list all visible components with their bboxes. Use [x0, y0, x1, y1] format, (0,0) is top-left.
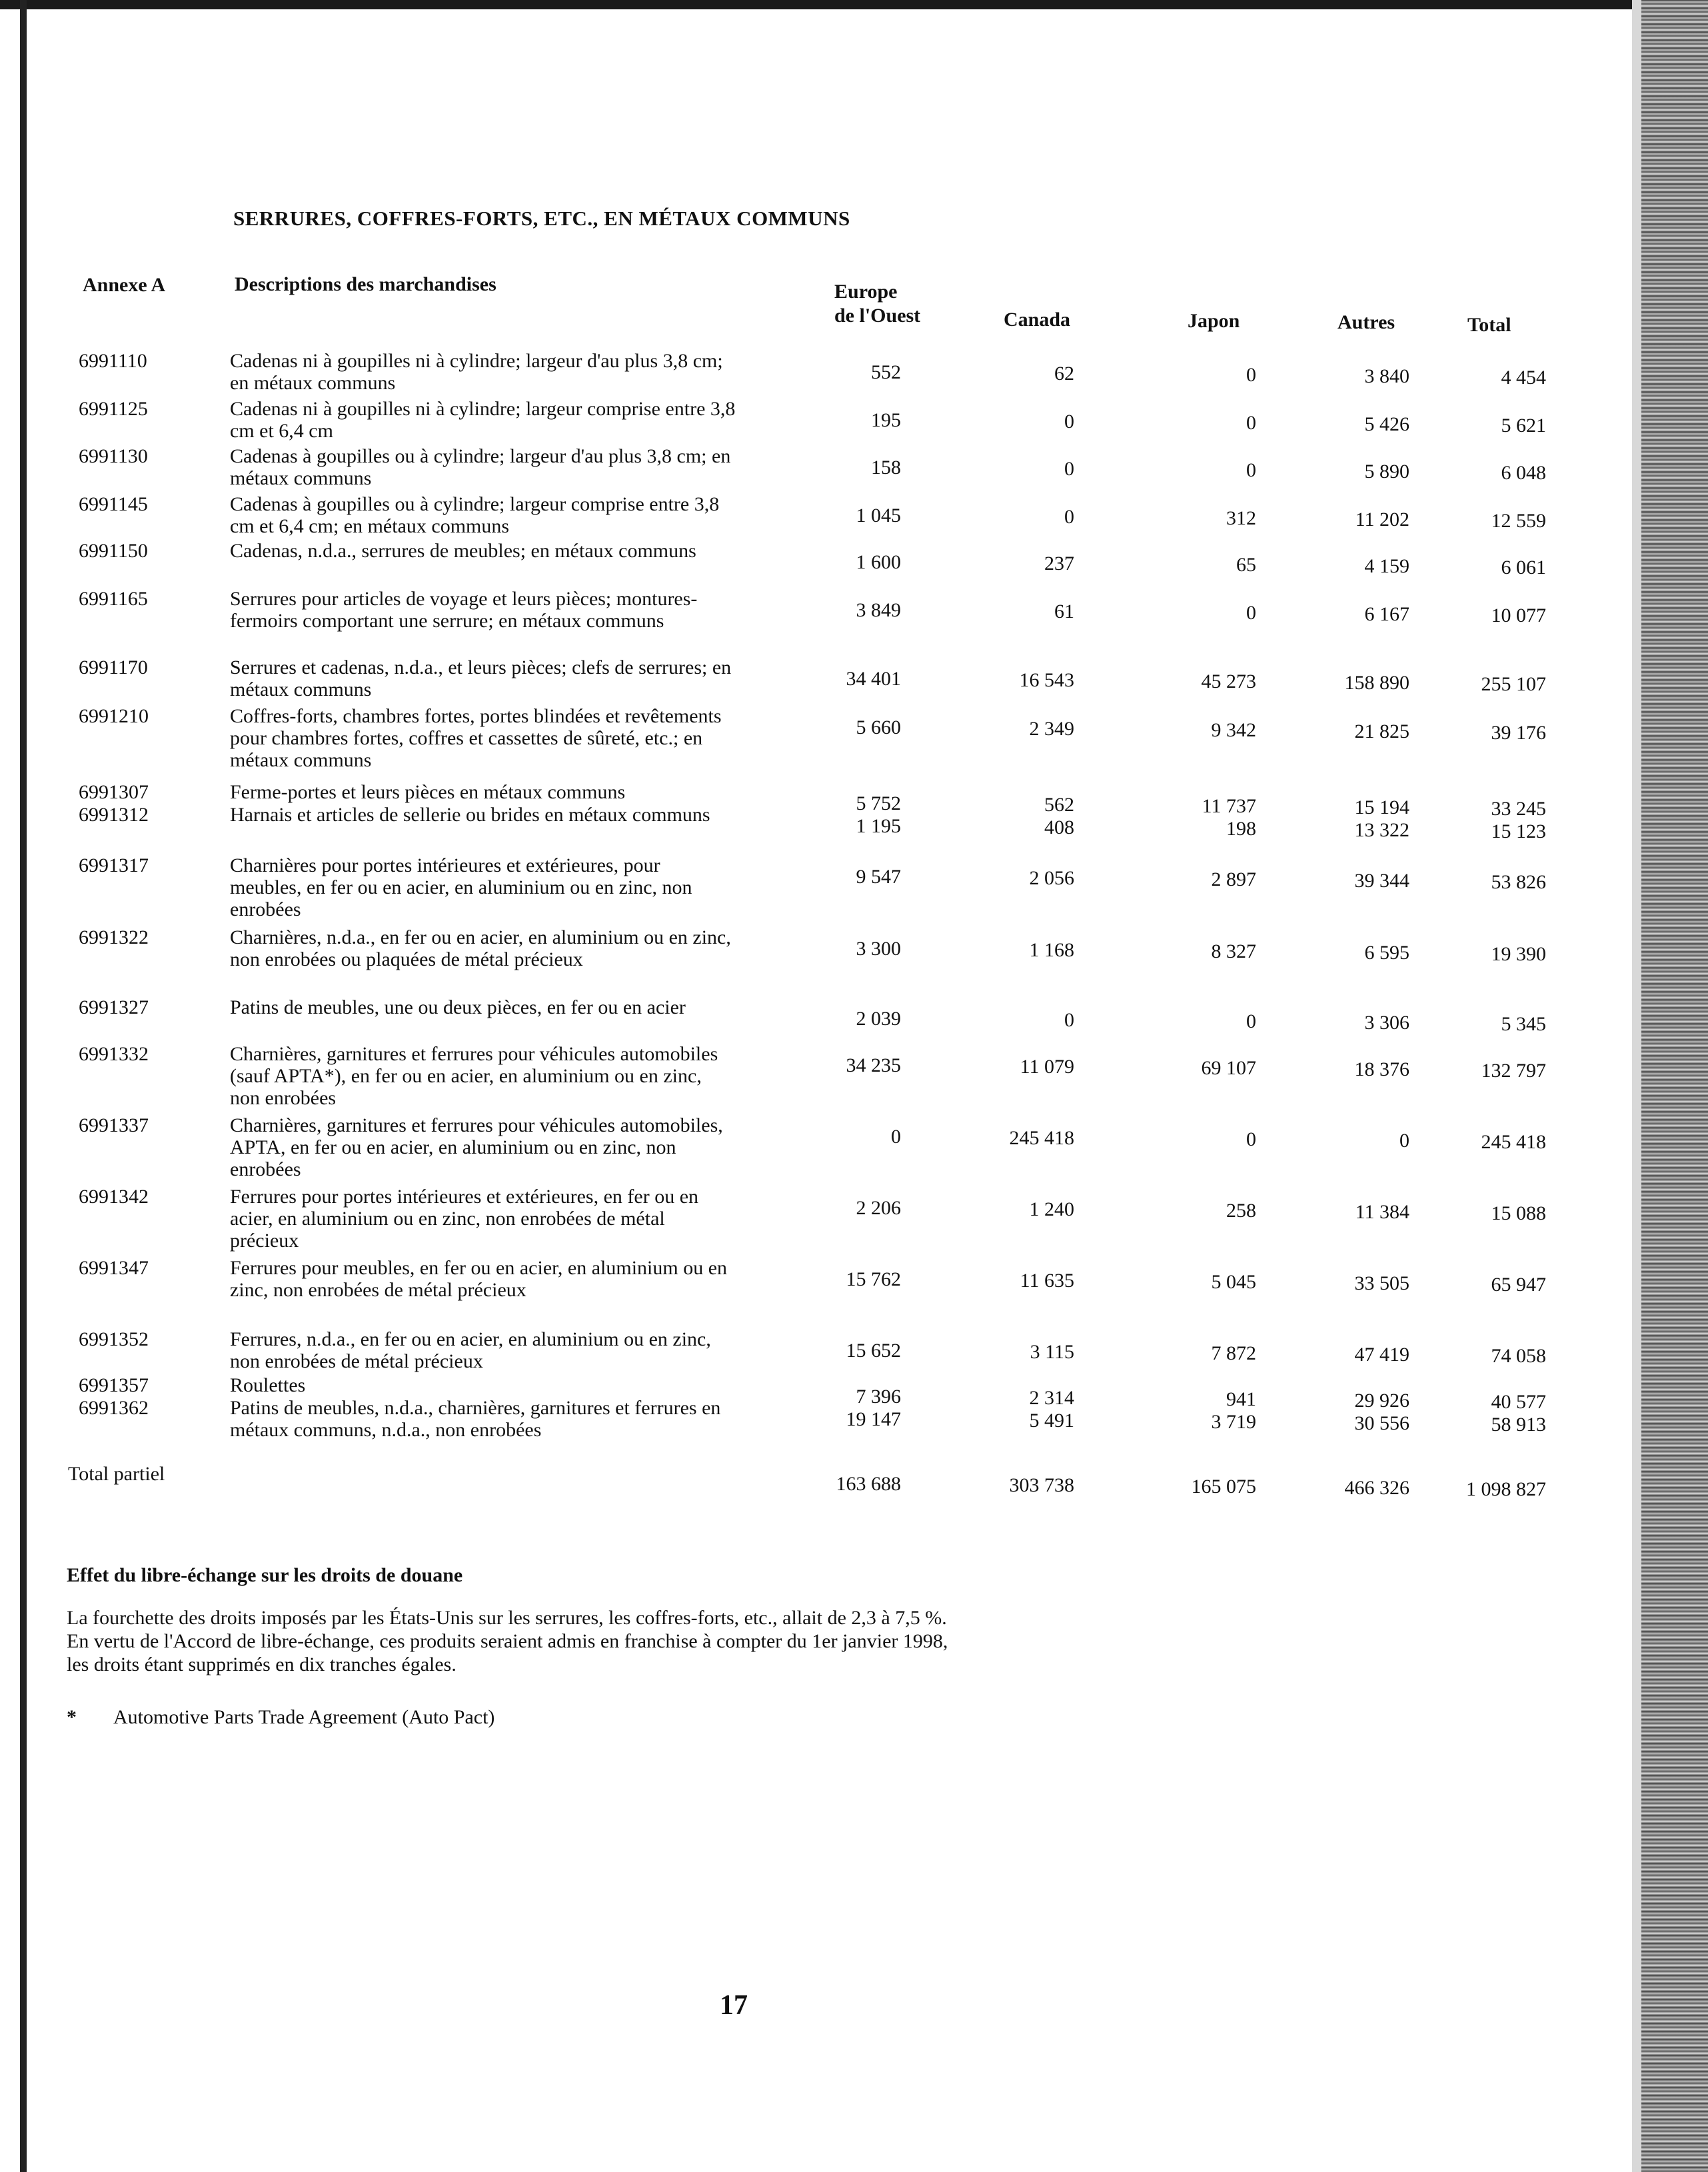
row-value-autres: 18 376 [1354, 1058, 1409, 1080]
row-value-europe: 7 396 [856, 1386, 901, 1408]
scan-top-border [0, 0, 1708, 9]
subtotal-autres: 466 326 [1344, 1477, 1409, 1499]
row-value-total: 6 048 [1501, 462, 1546, 484]
row-description: Charnières, n.d.a., en fer ou en acier, en aluminium ou en zinc, non enrobées ou plaquées de métal précieux [230, 926, 731, 970]
header-europe: Europe de l'Ouest [834, 281, 921, 327]
subtotal-europe: 163 688 [836, 1473, 901, 1495]
row-value-canada: 5 491 [1029, 1410, 1074, 1432]
row-value-europe: 1 045 [856, 505, 901, 527]
row-value-autres: 158 890 [1344, 672, 1409, 694]
row-description: Cadenas à goupilles ou à cylindre; largeur d'au plus 3,8 cm; en métaux communs [230, 445, 731, 489]
row-value-japon: 198 [1226, 818, 1256, 840]
row-value-canada: 11 079 [1020, 1056, 1074, 1078]
row-value-europe: 34 401 [846, 668, 901, 690]
row-code: 6991110 [79, 350, 147, 372]
subtotal-label: Total partiel [68, 1463, 165, 1485]
row-value-europe: 2 206 [856, 1197, 901, 1219]
row-value-canada: 0 [1064, 458, 1074, 480]
row-value-japon: 0 [1246, 459, 1256, 481]
row-value-japon: 2 897 [1211, 868, 1256, 890]
row-value-canada: 0 [1064, 506, 1074, 528]
row-value-europe: 3 849 [856, 599, 901, 621]
row-value-autres: 21 825 [1354, 720, 1409, 742]
row-description: Cadenas ni à goupilles ni à cylindre; largeur comprise entre 3,8 cm et 6,4 cm [230, 398, 736, 442]
row-value-autres: 39 344 [1354, 870, 1409, 892]
row-value-canada: 2 314 [1029, 1387, 1074, 1409]
row-value-europe: 9 547 [856, 866, 901, 888]
header-description: Descriptions des marchandises [235, 273, 496, 295]
row-description: Serrures pour articles de voyage et leurs pièces; montures-fermoirs comportant une serrure; en métaux communs [230, 588, 698, 632]
row-value-europe: 19 147 [846, 1408, 901, 1430]
row-value-total: 132 797 [1481, 1060, 1546, 1082]
header-annex: Annexe A [83, 274, 166, 296]
row-value-japon: 5 045 [1211, 1271, 1256, 1293]
row-value-total: 6 061 [1501, 556, 1546, 578]
row-code: 6991352 [79, 1328, 149, 1350]
row-value-total: 255 107 [1481, 673, 1546, 695]
row-value-total: 58 913 [1491, 1414, 1546, 1436]
subtotal-total: 1 098 827 [1466, 1478, 1546, 1500]
tariff-paragraph: La fourchette des droits imposés par les États-Unis sur les serrures, les coffres-forts, etc., allait de 2,3 à 7,5 %. En vertu de l'Accord de libre-échange, ces produits seraient admis en franchise à compter du 1er janvier 1998, les droits étant supprimés en dix tranches égales. [67, 1607, 948, 1675]
row-value-total: 5 345 [1501, 1013, 1546, 1035]
row-value-autres: 30 556 [1354, 1412, 1409, 1434]
row-value-japon: 7 872 [1211, 1342, 1256, 1364]
footnote-mark: * [67, 1706, 77, 1728]
row-code: 6991362 [79, 1397, 149, 1419]
row-value-canada: 2 349 [1029, 718, 1074, 740]
row-value-canada: 408 [1044, 816, 1074, 838]
row-value-europe: 15 762 [846, 1268, 901, 1290]
row-code: 6991130 [79, 445, 148, 467]
subtotal-japon: 165 075 [1191, 1476, 1256, 1498]
row-value-europe: 1 195 [856, 815, 901, 837]
row-code: 6991150 [79, 540, 148, 562]
row-value-japon: 0 [1246, 602, 1256, 624]
row-value-total: 53 826 [1491, 871, 1546, 893]
row-code: 6991357 [79, 1374, 149, 1396]
row-value-autres: 11 384 [1355, 1201, 1409, 1223]
row-code: 6991145 [79, 493, 148, 515]
row-value-total: 5 621 [1501, 415, 1546, 437]
row-description: Cadenas ni à goupilles ni à cylindre; largeur d'au plus 3,8 cm; en métaux communs [230, 350, 723, 394]
row-description: Charnières, garnitures et ferrures pour véhicules automobiles (sauf APTA*), en fer ou en acier, en aluminium ou en zinc, non enrobées [230, 1043, 718, 1109]
row-description: Ferrures, n.d.a., en fer ou en acier, en aluminium ou en zinc, non enrobées de métal précieux [230, 1328, 711, 1372]
row-value-autres: 6 595 [1364, 942, 1409, 964]
row-value-canada: 245 418 [1009, 1127, 1074, 1149]
row-value-total: 40 577 [1491, 1391, 1546, 1413]
row-value-canada: 62 [1054, 363, 1074, 385]
footnote [67, 1706, 494, 1729]
row-value-canada: 237 [1044, 552, 1074, 574]
row-value-total: 4 454 [1501, 367, 1546, 389]
row-value-europe: 0 [891, 1126, 901, 1148]
row-description: Patins de meubles, n.d.a., charnières, garnitures et ferrures en métaux communs, n.d.a., non enrobées [230, 1397, 721, 1441]
row-code: 6991125 [79, 398, 148, 420]
row-value-europe: 1 600 [856, 551, 901, 573]
row-value-autres: 11 202 [1355, 509, 1409, 531]
row-value-japon: 0 [1246, 1128, 1256, 1150]
row-value-europe: 5 660 [856, 716, 901, 738]
row-value-autres: 29 926 [1354, 1390, 1409, 1412]
row-code: 6991327 [79, 996, 149, 1018]
row-value-europe: 5 752 [856, 792, 901, 814]
row-value-total: 245 418 [1481, 1131, 1546, 1153]
row-value-autres: 13 322 [1354, 819, 1409, 841]
subtotal-canada: 303 738 [1009, 1474, 1074, 1496]
row-value-total: 39 176 [1491, 722, 1546, 744]
row-description: Ferme-portes et leurs pièces en métaux communs [230, 781, 626, 803]
row-value-japon: 65 [1236, 554, 1256, 576]
scan-right-shadow [1632, 0, 1641, 2172]
row-value-europe: 15 652 [846, 1340, 901, 1362]
row-value-canada: 2 056 [1029, 867, 1074, 889]
row-value-total: 19 390 [1491, 943, 1546, 965]
row-value-japon: 258 [1226, 1200, 1256, 1222]
row-value-autres: 6 167 [1364, 603, 1409, 625]
row-description: Cadenas, n.d.a., serrures de meubles; en métaux communs [230, 540, 696, 562]
row-value-canada: 61 [1054, 600, 1074, 622]
row-description: Serrures et cadenas, n.d.a., et leurs pièces; clefs de serrures; en métaux communs [230, 656, 732, 700]
row-value-canada: 3 115 [1030, 1341, 1074, 1363]
row-code: 6991322 [79, 926, 149, 948]
row-value-canada: 1 168 [1029, 939, 1074, 961]
row-value-autres: 5 426 [1364, 413, 1409, 435]
page-title: SERRURES, COFFRES-FORTS, ETC., EN MÉTAUX COMMUNS [233, 207, 850, 230]
row-value-europe: 3 300 [856, 938, 901, 960]
header-total: Total [1467, 314, 1511, 336]
row-value-total: 74 058 [1491, 1345, 1546, 1367]
row-code: 6991307 [79, 781, 149, 803]
row-value-europe: 552 [871, 361, 901, 383]
row-value-autres: 3 306 [1364, 1012, 1409, 1034]
row-code: 6991317 [79, 854, 149, 876]
row-description: Charnières pour portes intérieures et extérieures, pour meubles, en fer ou en acier, en aluminium ou en zinc, non enrobées [230, 854, 692, 920]
row-code: 6991170 [79, 656, 148, 678]
row-description: Harnais et articles de sellerie ou brides en métaux communs [230, 804, 710, 826]
row-value-europe: 34 235 [846, 1054, 901, 1076]
row-description: Coffres-forts, chambres fortes, portes blindées et revêtements pour chambres fortes, coffres et cassettes de sûreté, etc.; en métaux communs [230, 705, 722, 771]
row-value-canada: 0 [1064, 1009, 1074, 1031]
row-description: Cadenas à goupilles ou à cylindre; largeur comprise entre 3,8 cm et 6,4 cm; en métaux communs [230, 493, 720, 537]
row-value-canada: 1 240 [1029, 1198, 1074, 1220]
row-value-total: 10 077 [1491, 604, 1546, 626]
row-value-total: 12 559 [1491, 510, 1546, 532]
row-code: 6991332 [79, 1043, 149, 1065]
section-heading: Effet du libre-échange sur les droits de douane [67, 1564, 463, 1586]
row-description: Ferrures pour meubles, en fer ou en acier, en aluminium ou en zinc, non enrobées de métal précieux [230, 1257, 728, 1301]
row-code: 6991337 [79, 1114, 149, 1136]
row-code: 6991312 [79, 804, 149, 826]
row-value-japon: 45 273 [1201, 670, 1256, 692]
row-value-total: 15 088 [1491, 1202, 1546, 1224]
row-value-japon: 0 [1246, 364, 1256, 386]
row-value-autres: 3 840 [1364, 365, 1409, 387]
row-value-autres: 4 159 [1364, 555, 1409, 577]
row-value-autres: 33 505 [1354, 1272, 1409, 1294]
row-value-canada: 0 [1064, 411, 1074, 433]
row-value-japon: 3 719 [1211, 1411, 1256, 1433]
row-value-japon: 312 [1226, 507, 1256, 529]
row-description: Charnières, garnitures et ferrures pour véhicules automobiles, APTA, en fer ou en acier, en aluminium ou en zinc, non enrobées [230, 1114, 723, 1180]
header-autres: Autres [1337, 311, 1395, 333]
row-code: 6991165 [79, 588, 148, 610]
row-value-autres: 5 890 [1364, 461, 1409, 483]
page-number: 17 [720, 1990, 748, 2021]
scan-left-border [20, 0, 27, 2172]
scan-right-edge [1641, 0, 1708, 2172]
row-value-europe: 158 [871, 457, 901, 479]
row-value-japon: 8 327 [1211, 940, 1256, 962]
row-description: Ferrures pour portes intérieures et extérieures, en fer ou en acier, en aluminium ou en zinc, non enrobées de métal précieux [230, 1186, 699, 1252]
row-value-canada: 16 543 [1019, 669, 1074, 691]
row-value-japon: 11 737 [1202, 795, 1256, 817]
row-value-europe: 2 039 [856, 1008, 901, 1030]
row-code: 6991210 [79, 705, 149, 727]
row-value-japon: 0 [1246, 412, 1256, 434]
row-code: 6991347 [79, 1257, 149, 1279]
row-value-europe: 195 [871, 409, 901, 431]
row-value-total: 15 123 [1491, 820, 1546, 842]
header-canada: Canada [1004, 309, 1071, 331]
footnote-text: Automotive Parts Trade Agreement (Auto Pact) [113, 1706, 495, 1728]
row-description: Patins de meubles, une ou deux pièces, en fer ou en acier [230, 996, 686, 1018]
row-value-autres: 47 419 [1354, 1344, 1409, 1366]
row-description: Roulettes [230, 1374, 306, 1396]
row-value-total: 65 947 [1491, 1274, 1546, 1296]
row-value-total: 33 245 [1491, 798, 1546, 820]
row-value-autres: 15 194 [1354, 796, 1409, 818]
row-value-canada: 562 [1044, 794, 1074, 816]
row-code: 6991342 [79, 1186, 149, 1208]
row-value-japon: 9 342 [1211, 719, 1256, 741]
row-value-canada: 11 635 [1020, 1270, 1074, 1292]
row-value-japon: 941 [1226, 1388, 1256, 1410]
row-value-japon: 0 [1246, 1010, 1256, 1032]
header-japon: Japon [1188, 310, 1240, 332]
row-value-autres: 0 [1399, 1130, 1409, 1152]
row-value-japon: 69 107 [1201, 1057, 1256, 1079]
